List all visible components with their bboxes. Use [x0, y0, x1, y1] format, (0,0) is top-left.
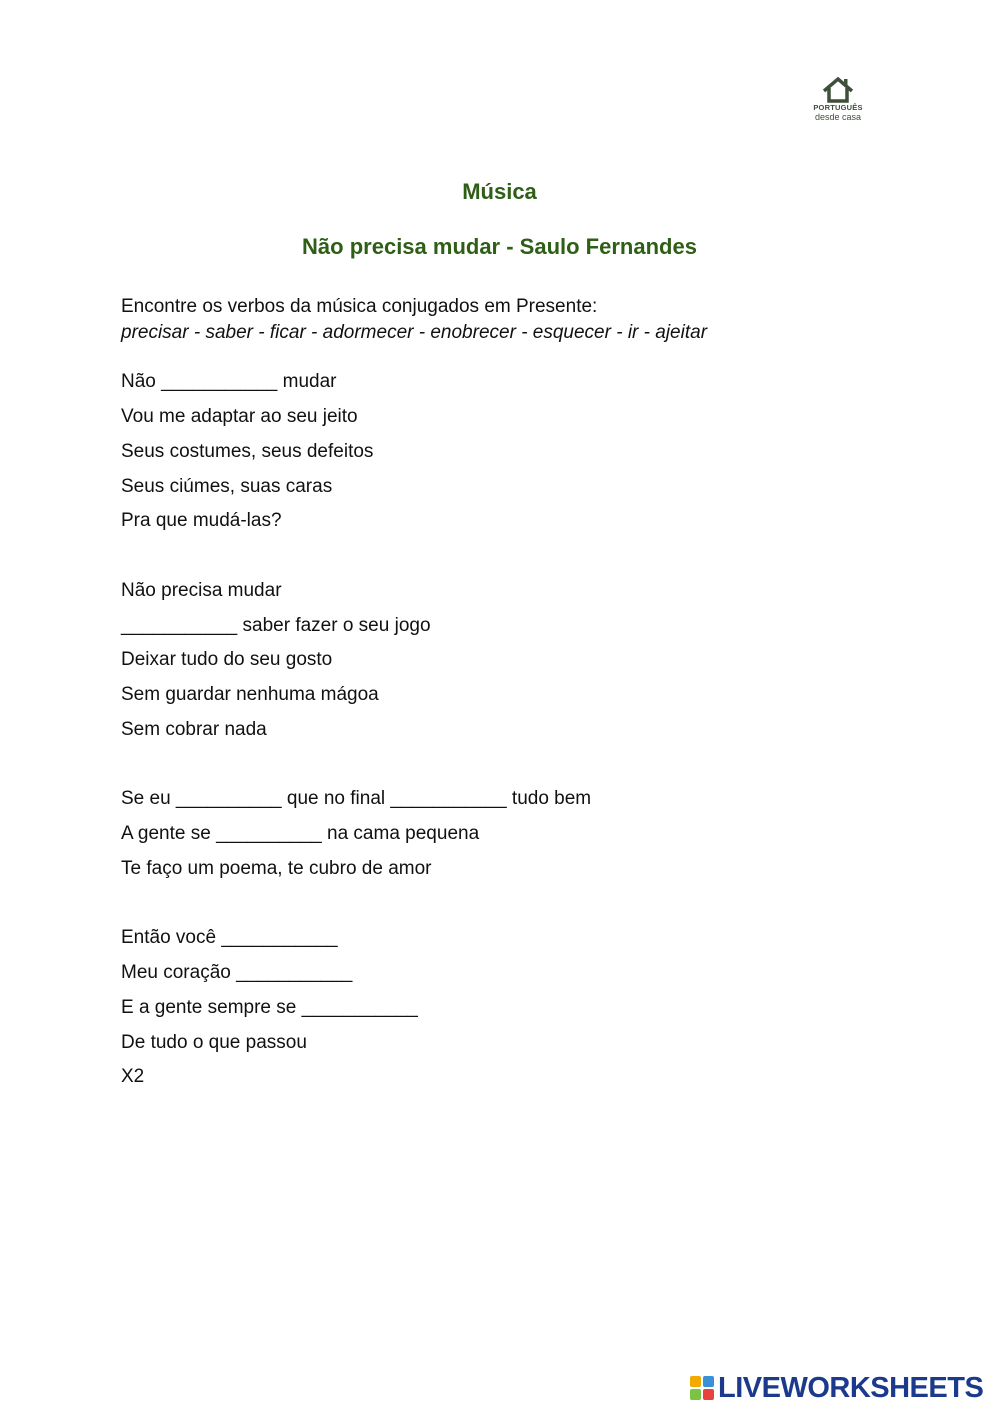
lyric-line: Não precisa mudar — [121, 580, 282, 601]
lyric-line: E a gente sempre se ___________ — [121, 997, 418, 1018]
lyric-line: Não ___________ mudar — [121, 371, 337, 392]
lyric-line: Pra que mudá-las? — [121, 510, 282, 531]
song-title: Não precisa mudar - Saulo Fernandes — [302, 234, 697, 259]
lyric-line: A gente se __________ na cama pequena — [121, 823, 480, 844]
portugues-desde-casa-logo — [806, 76, 870, 126]
lyric-line: Seus costumes, seus defeitos — [121, 441, 374, 462]
lyric-line: Vou me adaptar ao seu jeito — [121, 406, 358, 427]
liveworksheets-brand: LIVEWORKSHEETS — [718, 1372, 984, 1404]
instructions — [121, 294, 707, 346]
house-icon — [818, 76, 858, 104]
liveworksheets-logo-icon — [690, 1376, 716, 1400]
instructions-text: Encontre os verbos da música conjugados em Presente: — [121, 296, 598, 317]
lyric-line: De tudo o que passou — [121, 1032, 307, 1053]
logo-text-portugues: PORTUGUÊS — [813, 103, 863, 112]
verb-list: precisar - saber - ficar - adormecer - enobrecer - esquecer - ir - ajeitar — [121, 322, 708, 343]
lyric-line: Seus ciúmes, suas caras — [121, 476, 333, 497]
lyric-line: ___________ saber fazer o seu jogo — [121, 615, 431, 636]
lyric-line: Sem cobrar nada — [121, 719, 267, 740]
lyric-line: Te faço um poema, te cubro de amor — [121, 858, 432, 879]
lyric-line: Meu coração ___________ — [121, 962, 353, 983]
repeat-marker: X2 — [121, 1066, 145, 1087]
logo-text-desde-casa: desde casa — [814, 112, 862, 122]
lyric-line: Se eu __________ que no final ___________ tudo bem — [121, 788, 592, 809]
page-title: Música — [462, 179, 537, 204]
lyric-line: Então você ___________ — [121, 927, 338, 948]
lyric-line: Sem guardar nenhuma mágoa — [121, 684, 379, 705]
lyric-line: Deixar tudo do seu gosto — [121, 649, 333, 670]
